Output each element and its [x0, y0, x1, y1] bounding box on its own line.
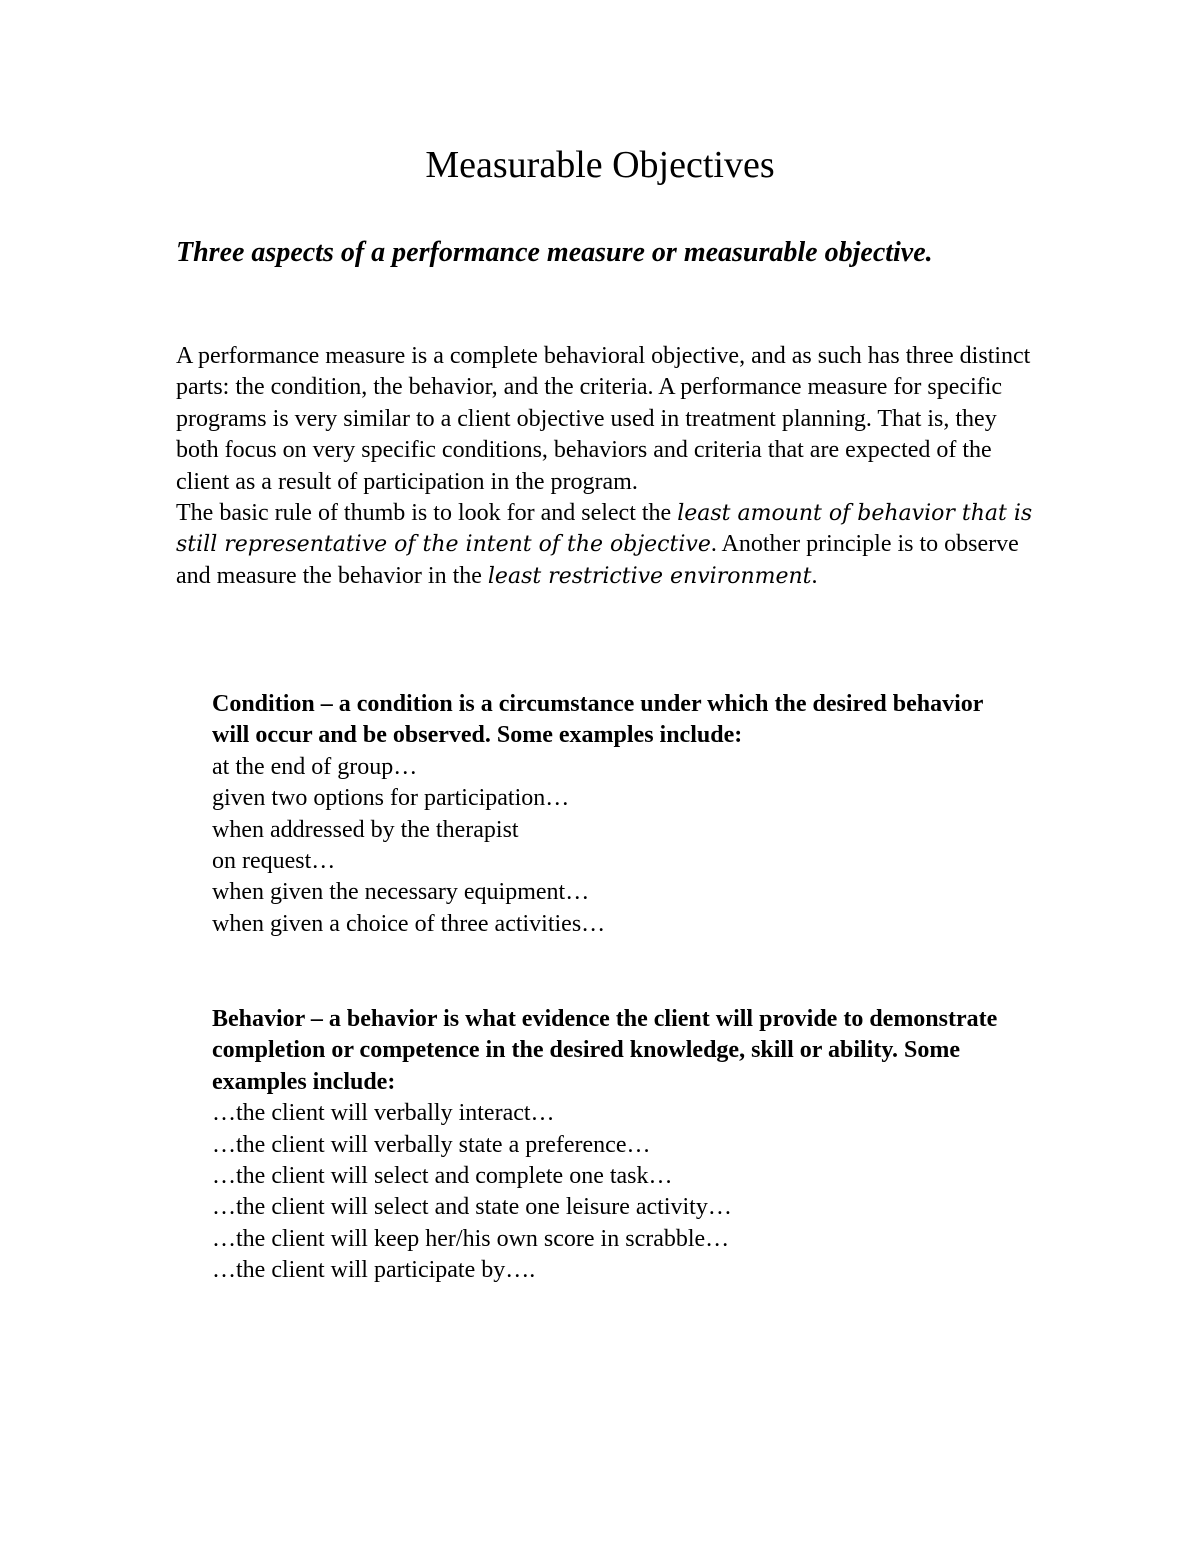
list-item: when addressed by the therapist	[212, 816, 519, 843]
emphasis-least-behavior: least amount of behavior that is still representative of the intent of the objective	[176, 501, 1033, 558]
behavior-examples-list	[212, 1098, 1012, 1286]
list-item: …the client will verbally state a preference…	[212, 1131, 651, 1158]
intro-text	[176, 341, 1036, 592]
page-title: Measurable Objectives	[425, 144, 775, 186]
condition-section	[212, 689, 1012, 940]
emphasis-least-restrictive: least restrictive environment	[487, 563, 812, 589]
intro-paragraph-2	[176, 498, 1036, 592]
list-item: …the client will select and complete one task…	[212, 1163, 673, 1190]
list-item: …the client will keep her/his own score in scrabble…	[212, 1225, 730, 1252]
list-item: …the client will select and state one leisure activity…	[212, 1194, 732, 1221]
list-item: on request…	[212, 848, 336, 875]
section-subtitle: Three aspects of a performance measure or measurable objective.	[176, 237, 933, 268]
list-item: …the client will participate by….	[212, 1257, 536, 1284]
list-item: at the end of group…	[212, 753, 418, 780]
intro-end-punctuation: .	[811, 562, 818, 589]
list-item: when given the necessary equipment…	[212, 879, 590, 906]
condition-definition: Condition – a condition is a circumstance under which the desired behavior will occur and be observed. Some examples include:	[212, 691, 983, 749]
principle-text: . Another principle is to observe and measure the behavior in the	[176, 531, 1019, 589]
list-item: when given a choice of three activities…	[212, 910, 606, 937]
rule-of-thumb-text: The basic rule of thumb is to look for and select the	[176, 500, 678, 527]
intro-paragraph-1: A performance measure is a complete behavioral objective, and as such has three distinct parts: the condition, the behavior, and the criteria. A performance measure for specific programs is very similar to a client objective used in treatment planning. That is, they both focus on very specific conditions, behaviors and criteria that are expected of the client as a result of participation in the program.	[176, 343, 1031, 495]
behavior-definition: Behavior – a behavior is what evidence the client will provide to demonstrate completion or competence in the desired knowledge, skill or ability. Some examples include:	[212, 1006, 998, 1095]
list-item: …the client will verbally interact…	[212, 1100, 555, 1127]
list-item: given two options for participation…	[212, 785, 570, 812]
condition-examples-list	[212, 752, 1012, 940]
behavior-section	[212, 1004, 1012, 1287]
